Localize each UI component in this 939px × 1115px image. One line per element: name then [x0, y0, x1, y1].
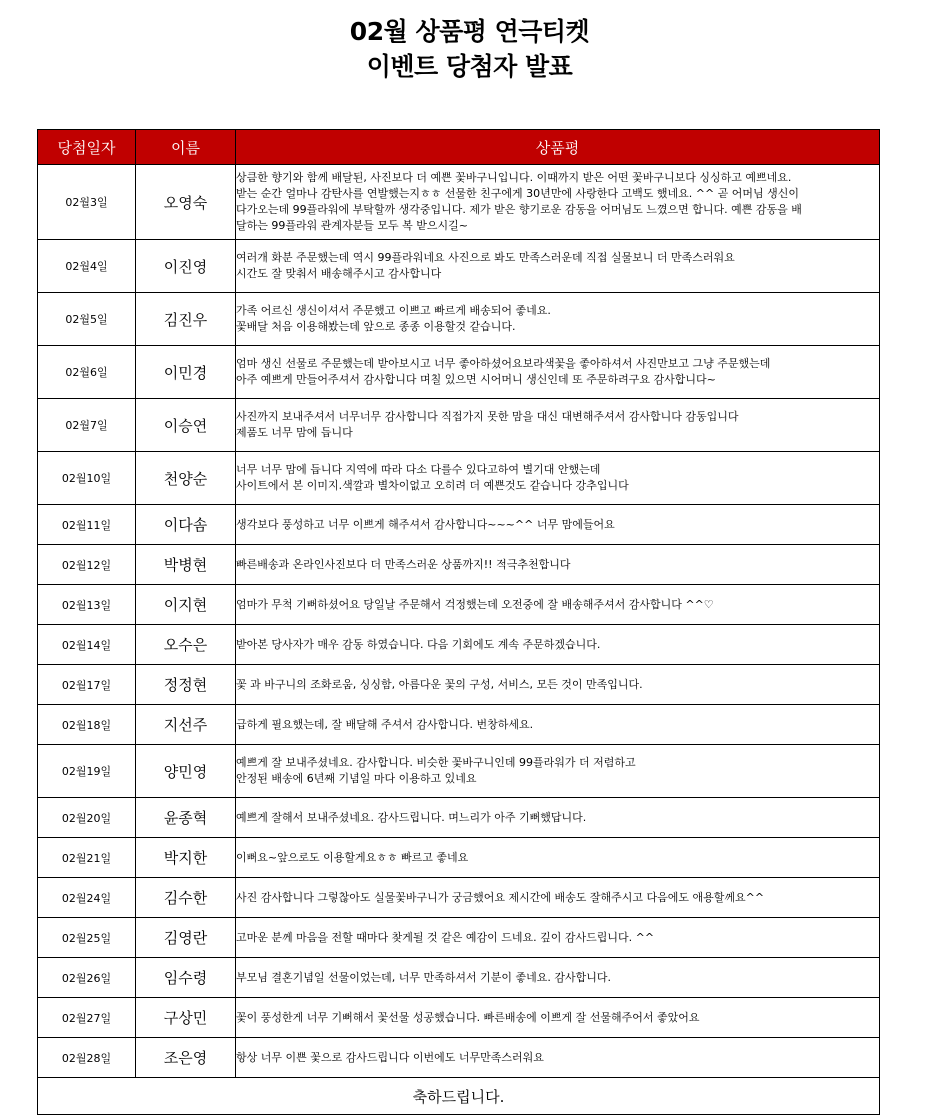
congratulations-text: 축하드립니다.	[38, 1078, 880, 1115]
row-name: 이진영	[136, 240, 236, 293]
row-review: 엄마 생신 선물로 주문했는데 받아보시고 너무 좋아하셨어요보라색꽃을 좋아하셔서 사진만보고 그냥 주문했는데 아주 예쁘게 만들어주셔서 감사합니다 며칠 있으면 시어머니 생신인데 또 주문하려구요 감사합니다~	[236, 346, 880, 399]
table-row	[38, 958, 880, 998]
row-name: 박병현	[136, 545, 236, 585]
row-date: 02월7일	[38, 399, 136, 452]
row-name: 천양순	[136, 452, 236, 505]
row-date: 02월11일	[38, 505, 136, 545]
row-date: 02월3일	[38, 165, 136, 240]
row-name: 이다솜	[136, 505, 236, 545]
row-name: 정정현	[136, 665, 236, 705]
row-review: 사진까지 보내주셔서 너무너무 감사합니다 직접가지 못한 맘을 대신 대변해주셔서 감사합니다 감동입니다 제품도 너무 맘에 듭니다	[236, 399, 880, 452]
row-review: 상큼한 향기와 함께 배달된, 사진보다 더 예쁜 꽃바구니입니다. 이때까지 받은 어떤 꽃바구니보다 싱싱하고 예쁘네요. 받는 순간 얼마나 감탄사를 연발했는지ㅎㅎ 선물한 친구에게 30년만에 사랑한다 고백도 했네요. ^^ 곧 어머님 생신이 다가오는데 99플라워에 부탁할까 생각중입니다. 제가 받은 향기로운 감동을 어머님도 느꼈으면 합니다. 예쁜 감동을 배 달하는 99플라워 관계자분들 모두 복 받으시길~	[236, 165, 880, 240]
row-date: 02월5일	[38, 293, 136, 346]
row-name: 윤종혁	[136, 798, 236, 838]
row-date: 02월26일	[38, 958, 136, 998]
winners-table	[37, 129, 880, 1115]
table-row	[38, 838, 880, 878]
row-review: 예쁘게 잘해서 보내주셨네요. 감사드립니다. 며느리가 아주 기뻐했답니다.	[236, 798, 880, 838]
row-review: 부모님 결혼기념일 선물이었는데, 너무 만족하셔서 기분이 좋네요. 감사합니다.	[236, 958, 880, 998]
header-name: 이름	[136, 130, 236, 165]
table-row	[38, 625, 880, 665]
table-row	[38, 585, 880, 625]
row-name: 오영숙	[136, 165, 236, 240]
row-review: 예쁘게 잘 보내주셨네요. 감사합니다. 비슷한 꽃바구니인데 99플라워가 더 저렴하고 안정된 배송에 6년째 기념일 마다 이용하고 있네요	[236, 745, 880, 798]
table-row	[38, 165, 880, 240]
row-name: 이지현	[136, 585, 236, 625]
row-date: 02월14일	[38, 625, 136, 665]
row-date: 02월6일	[38, 346, 136, 399]
row-name: 구상민	[136, 998, 236, 1038]
row-review: 받아본 당사자가 매우 감동 하였습니다. 다음 기회에도 계속 주문하겠습니다.	[236, 625, 880, 665]
row-name: 이승연	[136, 399, 236, 452]
header-review: 상품평	[236, 130, 880, 165]
table-row	[38, 745, 880, 798]
row-date: 02월24일	[38, 878, 136, 918]
row-date: 02월13일	[38, 585, 136, 625]
row-name: 지선주	[136, 705, 236, 745]
table-row	[38, 918, 880, 958]
row-name: 김진우	[136, 293, 236, 346]
table-header-row	[38, 130, 880, 165]
row-name: 임수령	[136, 958, 236, 998]
table-row	[38, 878, 880, 918]
row-review: 너무 너무 맘에 듭니다 지역에 따라 다소 다를수 있다고하여 별기대 안했는데 사이트에서 본 이미지.색깔과 별차이없고 오히려 더 예쁜것도 같습니다 강추입니다	[236, 452, 880, 505]
row-name: 조은영	[136, 1038, 236, 1078]
table-row	[38, 705, 880, 745]
row-name: 김영란	[136, 918, 236, 958]
table-row	[38, 346, 880, 399]
row-date: 02월27일	[38, 998, 136, 1038]
row-date: 02월17일	[38, 665, 136, 705]
row-name: 양민영	[136, 745, 236, 798]
row-review: 생각보다 풍성하고 너무 이쁘게 해주셔서 감사합니다~~~^^ 너무 맘에들어요	[236, 505, 880, 545]
header-date: 당첨일자	[38, 130, 136, 165]
row-review: 빠른배송과 온라인사진보다 더 만족스러운 상품까지!! 적극추천합니다	[236, 545, 880, 585]
row-review: 꽃 과 바구니의 조화로움, 싱싱함, 아름다운 꽃의 구성, 서비스, 모든 것이 만족입니다.	[236, 665, 880, 705]
row-date: 02월20일	[38, 798, 136, 838]
table-row	[38, 798, 880, 838]
row-name: 김수한	[136, 878, 236, 918]
table-row	[38, 665, 880, 705]
table-row	[38, 998, 880, 1038]
row-review: 급하게 필요했는데, 잘 배달해 주셔서 감사합니다. 번창하세요.	[236, 705, 880, 745]
row-review: 고마운 분께 마음을 전할 때마다 찾게될 것 같은 예감이 드네요. 깊이 감사드립니다. ^^	[236, 918, 880, 958]
row-date: 02월12일	[38, 545, 136, 585]
table-row	[38, 293, 880, 346]
table-row	[38, 545, 880, 585]
row-review: 꽃이 풍성한게 너무 기뻐해서 꽃선물 성공했습니다. 빠른배송에 이쁘게 잘 선물해주어서 좋았어요	[236, 998, 880, 1038]
row-review: 이뻐요~앞으로도 이용할게요ㅎㅎ 빠르고 좋네요	[236, 838, 880, 878]
row-review: 엄마가 무척 기뻐하셨어요 당일날 주문해서 걱정했는데 오전중에 잘 배송해주셔서 감사합니다 ^^♡	[236, 585, 880, 625]
row-review: 여러개 화분 주문했는데 역시 99플라워네요 사진으로 봐도 만족스러운데 직접 실물보니 더 만족스러워요 시간도 잘 맞춰서 배송해주시고 감사합니다	[236, 240, 880, 293]
row-review: 가족 어르신 생신이셔서 주문했고 이쁘고 빠르게 배송되어 좋네요. 꽃배달 처음 이용해봤는데 앞으로 종종 이용할것 같습니다.	[236, 293, 880, 346]
row-review: 항상 너무 이쁜 꽃으로 감사드립니다 이번에도 너무만족스러워요	[236, 1038, 880, 1078]
row-name: 박지한	[136, 838, 236, 878]
row-date: 02월25일	[38, 918, 136, 958]
row-date: 02월28일	[38, 1038, 136, 1078]
table-row	[38, 1038, 880, 1078]
footer-row	[38, 1078, 880, 1115]
row-date: 02월18일	[38, 705, 136, 745]
table-row	[38, 240, 880, 293]
row-name: 이민경	[136, 346, 236, 399]
table-row	[38, 452, 880, 505]
row-name: 오수은	[136, 625, 236, 665]
row-date: 02월21일	[38, 838, 136, 878]
row-review: 사진 감사합니다 그렇찮아도 실물꽃바구니가 궁금했어요 제시간에 배송도 잘해주시고 다음에도 애용할께요^^	[236, 878, 880, 918]
row-date: 02월19일	[38, 745, 136, 798]
row-date: 02월10일	[38, 452, 136, 505]
table-row	[38, 399, 880, 452]
page-title-line-1: 02월 상품평 연극티켓	[349, 17, 590, 46]
page-title-line-2: 이벤트 당첨자 발표	[366, 52, 573, 81]
table-row	[38, 505, 880, 545]
row-date: 02월4일	[38, 240, 136, 293]
